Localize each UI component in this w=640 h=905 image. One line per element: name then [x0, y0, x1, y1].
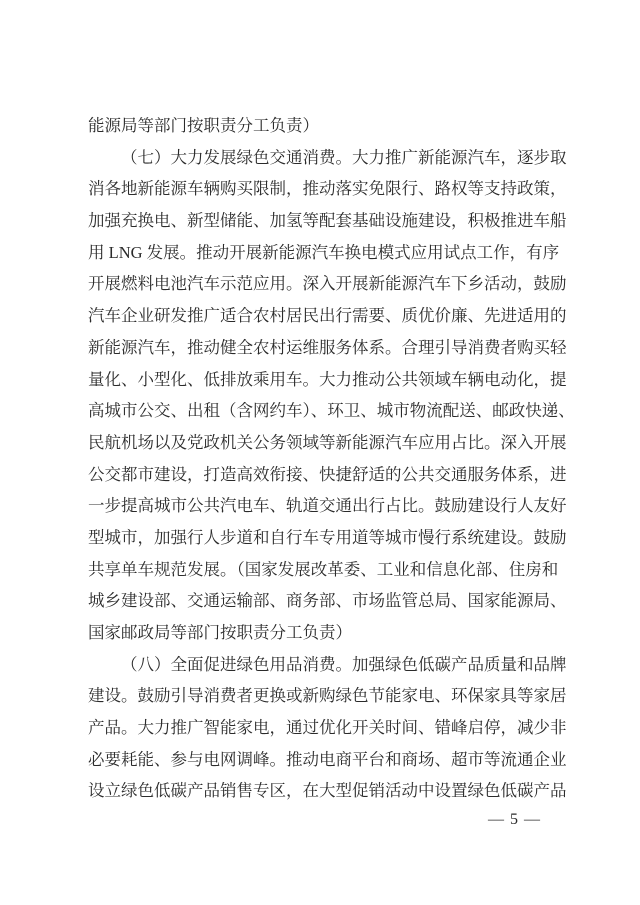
text-line: 产品。大力推广智能家电，通过优化开关时间、错峰启停，减少非: [88, 718, 567, 738]
text-line: 量化、小型化、低排放乘用车。大力推动公共领域车辆电动化，提: [88, 369, 567, 389]
text-line: 建设。鼓励引导消费者更换或新购绿色节能家电、环保家具等家居: [88, 686, 567, 706]
text-line: 一步提高城市公共汽电车、轨道交通出行占比。鼓励建设行人友好: [88, 496, 567, 516]
text-line: 高城市公交、出租（含网约车）、环卫、城市物流配送、邮政快递、: [88, 401, 575, 421]
page-number: — 5 —: [488, 811, 541, 828]
text-line: （八）全面促进绿色用品消费。加强绿色低碳产品质量和品牌: [121, 654, 567, 674]
text-line: 汽车企业研发推广适合农村居民出行需要、质优价廉、先进适用的: [88, 306, 567, 326]
text-line: 必要耗能、参与电网调峰。推动电商平台和商场、超市等流通企业: [88, 749, 567, 769]
text-line: 国家邮政局等部门按职责分工负责）: [88, 623, 352, 642]
text-line: 开展燃料电池汽车示范应用。深入开展新能源汽车下乡活动，鼓励: [88, 274, 567, 294]
text-line: 设立绿色低碳产品销售专区，在大型促销活动中设置绿色低碳产品: [88, 781, 567, 801]
document-text-block: [88, 110, 575, 807]
text-line: 消各地新能源车辆购买限制，推动落实免限行、路权等支持政策，: [88, 179, 567, 199]
text-line: 加强充换电、新型储能、加氢等配套基础设施建设，积极推进车船: [88, 211, 567, 231]
text-line: 共享单车规范发展。（国家发展改革委、工业和信息化部、住房和: [88, 559, 559, 579]
text-line: 型城市，加强行人步道和自行车专用道等城市慢行系统建设。鼓励: [88, 527, 567, 547]
text-line: （七）大力发展绿色交通消费。大力推广新能源汽车，逐步取: [121, 147, 567, 167]
text-line: 用 LNG 发展。推动开展新能源汽车换电模式应用试点工作，有序: [88, 242, 560, 262]
text-line: 民航机场以及党政机关公务领域等新能源汽车应用占比。深入开展: [88, 432, 567, 452]
text-line: 城乡建设部、交通运输部、商务部、市场监管总局、国家能源局、: [88, 591, 567, 611]
text-line: 公交都市建设，打造高效衔接、快捷舒适的公共交通服务体系，进: [88, 464, 567, 484]
text-line: 新能源汽车，推动健全农村运维服务体系。合理引导消费者购买轻: [88, 337, 567, 357]
text-line: 能源局等部门按职责分工负责）: [88, 116, 319, 135]
